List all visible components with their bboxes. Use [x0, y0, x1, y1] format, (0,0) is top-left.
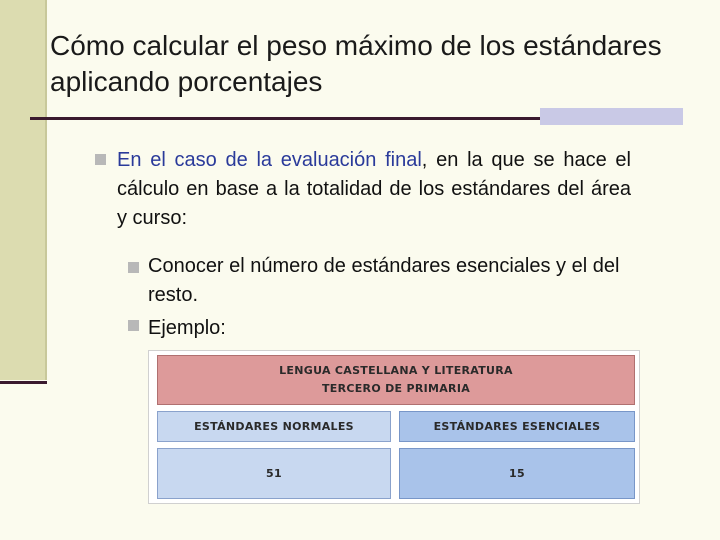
- table-header: [157, 355, 635, 405]
- value-normales: 51: [157, 448, 391, 499]
- table-header-subject: LENGUA CASTELLANA Y LITERATURA: [279, 364, 513, 377]
- bullet-highlight: En el caso de la evaluación final: [117, 149, 422, 171]
- left-decor-bar: [0, 0, 47, 380]
- col-header-normales: ESTÁNDARES NORMALES: [157, 411, 391, 442]
- sub-bullet-ejemplo: Ejemplo:: [148, 317, 226, 339]
- col-header-esenciales: ESTÁNDARES ESENCIALES: [399, 411, 635, 442]
- bullet-evaluacion-final: [117, 146, 631, 233]
- sub-bullet-square-icon: [128, 262, 139, 273]
- slide-title: Cómo calcular el peso máximo de los estándares aplicando porcentajes: [50, 30, 662, 97]
- table-header-course: TERCERO DE PRIMARIA: [321, 382, 471, 395]
- bullet-rest: , en la que se hace el cálculo en base a la totalidad de los estándares del área y curso:: [117, 149, 631, 229]
- example-table: [148, 350, 640, 504]
- value-esenciales: 15: [399, 448, 635, 499]
- sub-bullet-conocer: Conocer el número de estándares esenciales y el del resto.: [148, 255, 620, 306]
- sub-bullet-square-icon: [128, 320, 139, 331]
- title-rule-accent: [540, 108, 683, 125]
- left-decor-line: [0, 381, 47, 384]
- bullet-square-icon: [95, 154, 106, 165]
